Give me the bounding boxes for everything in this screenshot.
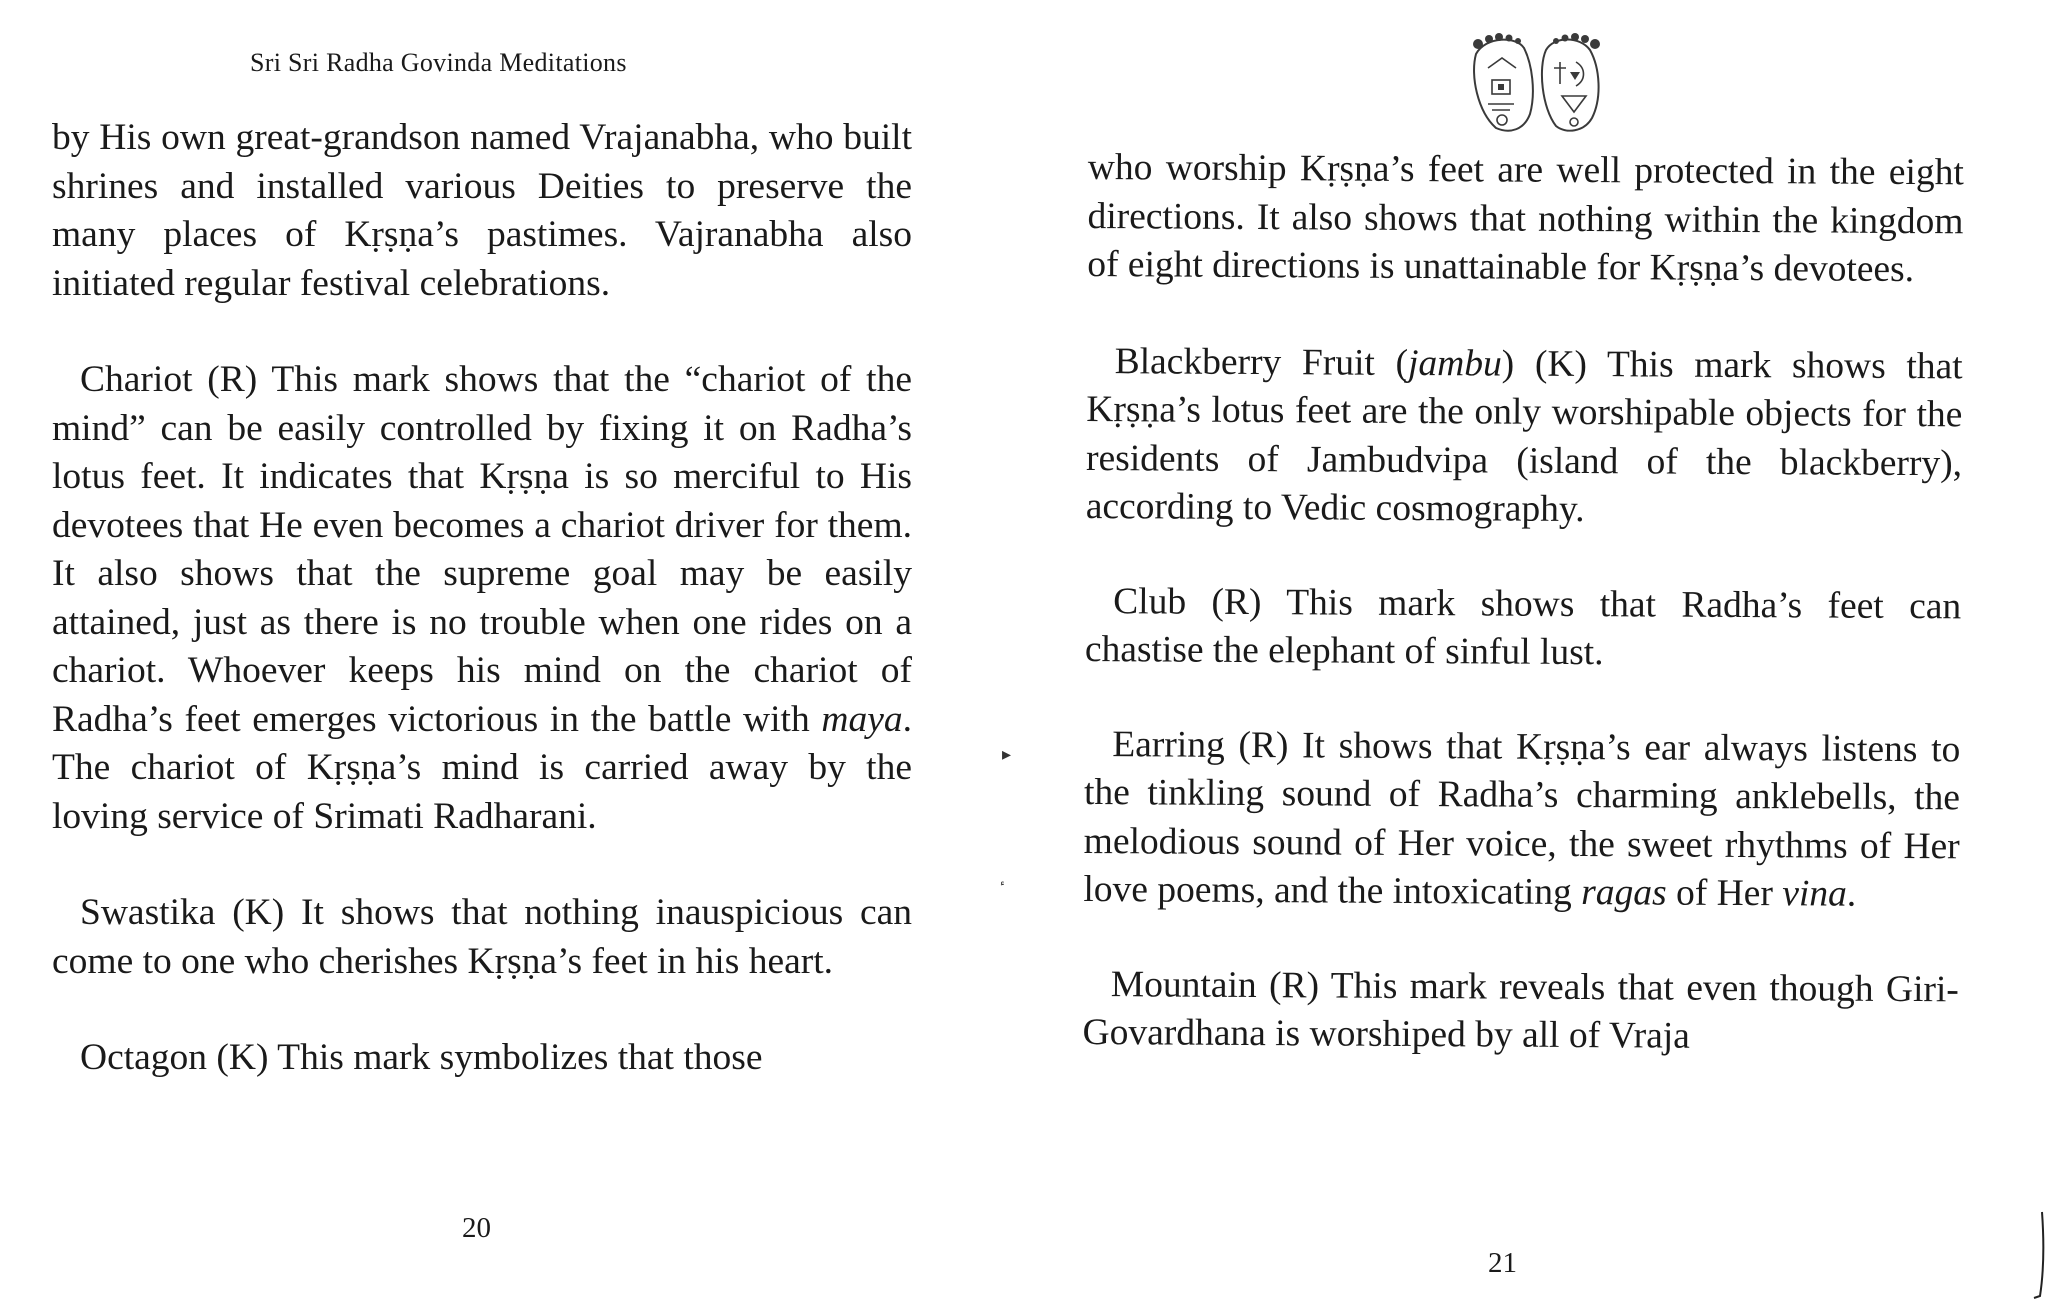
term-ragas: ragas	[1581, 872, 1667, 914]
right-page-body	[1082, 144, 1964, 1109]
paragraph-blackberry-fruit: Blackberry Fruit (jambu) (K) This mark shows that Kṛṣṇa’s lotus feet are the only worshipable objects for the residents of Jambudvipa (island of the blackberry), according to Vedic cosmography.	[1085, 340, 1963, 531]
paragraph-mountain: Mountain (R) This mark reveals that even though Giri-Govardhana is worshiped by all of Vraja	[1082, 963, 1959, 1057]
page-number: 20	[462, 1212, 491, 1244]
left-page	[0, 0, 1012, 1301]
paragraph-earring: Earring (R) It shows that Kṛṣṇa’s ear always listens to the tinkling sound of Radha’s charming anklebells, the melodious sound of Her voice, the sweet rhythms of Her love poems, and the intoxicating ragas of Her vina.	[1083, 723, 1961, 915]
running-head: Sri Sri Radha Govinda Meditations	[250, 48, 627, 77]
paragraph-octagon-continued: who worship Kṛṣṇa’s feet are well protected in the eight directions. It also shows that nothing within the kingdom of eight directions is unattainable for Kṛṣṇa’s devotees.	[1087, 146, 1964, 291]
term-maya: maya	[821, 698, 903, 740]
page-number: 21	[1488, 1247, 1517, 1279]
page-edge-mark	[2032, 1210, 2046, 1300]
paragraph-octagon: Octagon (K) This mark symbolizes that those	[80, 1037, 763, 1078]
paragraph-swastika: Swastika (K) It shows that nothing inauspicious can come to one who cherishes Kṛṣṇa’s feet in his heart.	[52, 892, 912, 982]
paragraph-club: Club (R) This mark shows that Radha’s feet can chastise the elephant of sinful lust.	[1084, 580, 1962, 674]
margin-speck: ▸	[1002, 744, 1012, 764]
right-page	[1000, 0, 2048, 1301]
term-vina: vina	[1782, 873, 1847, 915]
term-jambu: jambu	[1407, 342, 1502, 385]
paragraph-vrajanabha: by His own great-grandson named Vrajanabha, who built shrines and installed various Deities to preserve the many places of Kṛṣṇa’s pastimes. Vajranabha also initiated regular festival celebrations.	[52, 117, 912, 304]
left-page-body	[52, 114, 912, 1131]
paragraph-chariot: Chariot (R) This mark shows that the “chariot of the mind” can be easily controlled by fixing it on Radha’s lotus feet. It indicates that Kṛṣṇa is so merciful to His devotees that He even becomes a chariot driver for them. It also shows that the supreme goal may be easily attained, just as there is no trouble when one rides on a chariot. Whoever keeps his mind on the chariot of Radha’s feet emerges victorious in the battle with maya. The chariot of Kṛṣṇa’s mind is carried away by the loving service of Srimati Radharani.	[52, 359, 912, 837]
lotus-feet-icon	[1462, 28, 1612, 138]
